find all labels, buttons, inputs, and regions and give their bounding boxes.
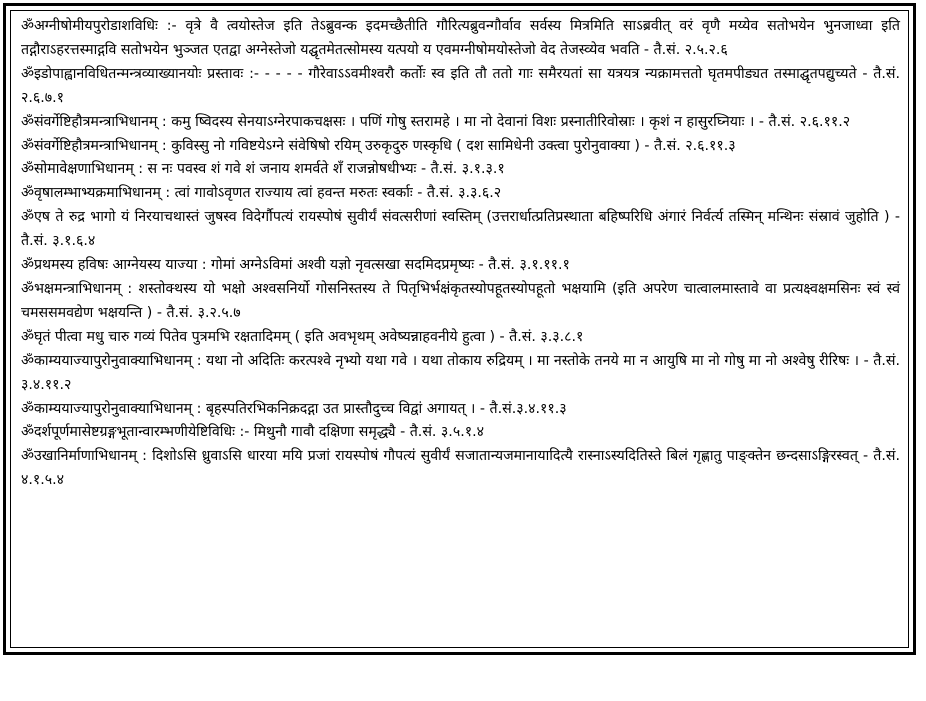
page-border-outer <box>3 3 916 655</box>
text-entry-3: ॐसंवर्गेष्टिहौत्रमन्त्राभिधानम् : कमु ष्विदस्य सेनयाऽग्नेरपाकचक्षसः । पणिं गोषु स्तरामहे । मा नो देवानां विशः प्रस्नातीरिवोस्राः । कृशं न हासुरघ्नियाः । - तै.सं. २.६.११.२ <box>21 113 851 130</box>
text-entry-11: ॐकाम्ययाज्यापुरोनुवाक्याभिधानम् : यथा नो अदितिः करत्पश्वे नृभ्यो यथा गवे । यथा तोकाय रुद्रियम् । मा नस्तोके तनये मा न आयुषि मा नो गोषु मा नो अश्वेषु रीरिषः । - तै.सं. ३.४.११.२ <box>21 352 900 393</box>
text-entry-8: ॐप्रथमस्य हविषः आग्नेयस्य याज्या : गोमां अग्नेऽविमां अश्वी यज्ञो नृवत्सखा सदमिदप्रमृष्यः - तै.सं. ३.१.११.१ <box>21 257 570 274</box>
text-panel <box>10 10 909 648</box>
text-entry-7: ॐएष ते रुद्र भागो यं निरयाचथास्तं जुषस्व विदेर्गौपत्यं रायस्पोषं सुवीर्यं संवत्सरीणां स्वस्तिम् (उत्तरार्धात्प्रतिप्रस्थाता बहिष्परिधि अंगारं निर्वर्त्य तस्मिन् मन्थिनः संस्रावं जुहोति ) - तै.सं. ३.१.६.४ <box>21 209 900 250</box>
text-entry-2: ॐइडोपाह्वानविधितन्मन्त्रव्याख्यानयोः प्रस्तावः :- - - - - गौरेवाऽऽवमीश्वरौ कर्तोः स्व इति तौ ततो गाः समैरयतां सा यत्रयत्र न्यक्रामत्ततो घृतमपीड्यत तस्माद्घृतपद्युच्यते - तै.सं. २.६.७.१ <box>21 65 900 106</box>
text-entry-5: ॐसोमावेक्षणाभिधानम् : स नः पवस्व शं गवे शं जनाय शमर्वते शँ राजन्नोषधीभ्यः - तै.सं. ३.१.३.१ <box>21 161 505 178</box>
text-entry-13: ॐदर्शपूर्णमासेष्टग्रङ्गभूतान्वारम्भणीयेष्टिविधिः :- मिथुनौ गावौ दक्षिणा समृद्ध्यै - तै.सं. ३.५.१.४ <box>21 424 484 441</box>
text-entry-4: ॐसंवर्गेष्टिहौत्रमन्त्राभिधानम् : कुविस्सु नो गविष्टयेऽग्ने संवेषिषो रयिम् उरुकृदुरु णस्कृधि ( दश सामिधेनी उक्त्वा पुरोनुवाक्या ) - तै.सं. २.६.११.३ <box>21 137 736 154</box>
text-entry-10: ॐघृतं पीत्वा मधु चारु गव्यं पितेव पुत्रमभि रक्षतादिमम् ( इति अवभृथम् अवेष्यन्नाहवनीये हुत्वा ) - तै.सं. ३.३.८.१ <box>21 328 584 345</box>
text-entry-1: ॐअग्नीषोमीयपुरोडाशविधिः :- वृत्रे वै त्वयोस्तेज इति तेऽब्रुवन्क इदमच्छैतीति गौरित्यब्रुवन्गौर्वाव सर्वस्य मित्रमिति साऽब्रवीत् वरं वृणै मय्येव सतोभयेन भुनजाध्वा इति तद्गौराऽहरत्तस्माद्गवि सतोभयेन भुञ्जत एतद्वा अग्नेस्तेजो यद्घृतमेतत्सोमस्य यत्पयो य एवमग्नीषोमयोस्तेजो वेद तेजस्व्येव भवति - तै.सं. २.५.२.६ <box>21 18 900 58</box>
text-entry-12: ॐकाम्ययाज्यापुरोनुवाक्याभिधानम् : बृहस्पतिरभिकनिक्रदद्गा उत प्रास्तौदुच्च विद्वां अगायत् । - तै.सं.३.४.११.३ <box>21 400 567 417</box>
text-entry-9: ॐभक्षमन्त्राभिधानम् : शस्तोक्थस्य यो भक्षो अश्वसनिर्यो गोसनिस्तस्य ते पितृभिर्भक्षंकृतस्योपहूतस्योपहूतो भक्षयामि (इति अपरेण चात्वालमास्तावे वा प्रत्यक्ष्वक्षमसिनः स्वं स्वं चमससमवद्येण भक्षयन्ति ) - तै.सं. ३.२.५.७ <box>21 280 900 321</box>
text-entry-14: ॐउखानिर्माणाभिधानम् : दिशोऽसि ध्रुवाऽसि धारया मयि प्रजां रायस्पोषं गौपत्यं सुवीर्यं सजातान्यजमानायादित्यै रास्नाऽस्यदितिस्ते बिलं गृह्णातु पाङ्क्तेन छन्दसाऽङ्गिरस्वत् - तै.सं. ४.१.५.४ <box>21 448 900 489</box>
text-entry-6: ॐवृषालम्भाभ्यक्रमाभिधानम् : त्वां गावोऽवृणत राज्याय त्वां हवन्त मरुतः स्वर्काः - तै.सं. ३.३.६.२ <box>21 185 502 202</box>
